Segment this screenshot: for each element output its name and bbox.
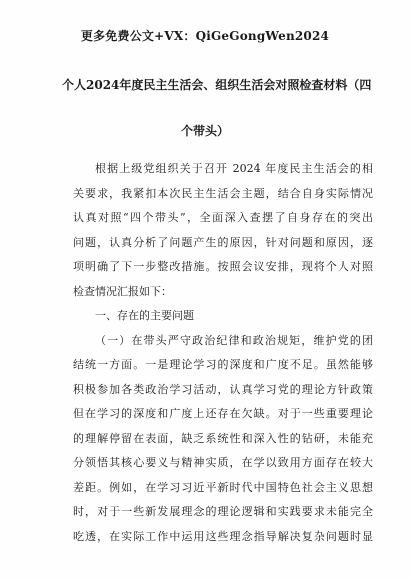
text-line: 时，对于一些新发展理念的理论逻辑和实践要求未能完全 [73, 505, 373, 518]
text-line: 结统一方面。一是理论学习的深度和广度不足。虽然能够 [73, 358, 373, 371]
text-line: 认真对照“四个带头”，全面深入查摆了自身存在的突出 [73, 211, 373, 224]
text-line: 的理解停留在表面，缺乏系统性和深入性的钻研，未能充 [73, 431, 373, 445]
text-line: 分领悟其核心要义与精神实质，在学以致用方面存在较大 [73, 456, 373, 469]
text-line: 积极参加各类政治学习活动，认真学习党的理论方针政策 [73, 382, 373, 396]
watermark-header: 更多免费公文+VX：QiGeGongWen2024 [80, 29, 330, 43]
text-line: 吃透，在实际工作中运用这些理念指导解决复杂问题时显 [73, 529, 373, 543]
text-line: 但在学习的深度和广度上还存在欠缺。对于一些重要理论 [73, 407, 373, 420]
document-title-line-2: 个带头） [180, 124, 229, 138]
text-line: 项明确了下一步整改措施。按照会议安排，现将个人对照 [73, 260, 373, 273]
intro-paragraph [73, 157, 373, 549]
text-line: 差距。例如，在学习习近平新时代中国特色社会主义思想 [73, 480, 373, 494]
text-line: 检查情况汇报如下： [73, 284, 172, 298]
document-title-line-1: 个人2024年度民主生活会、组织生活会对照检查材料（四 [62, 78, 372, 92]
text-line: 问题，认真分析了问题产生的原因，针对问题和原因，逐 [73, 235, 373, 249]
section-heading: 一、存在的主要问题 [95, 309, 194, 322]
text-line: 根据上级党组织关于召开 2024 年度民主生活会的相 [95, 162, 373, 175]
text-line: 关要求，我紧扣本次民主生活会主题，结合自身实际情况 [73, 186, 373, 200]
text-line: （一）在带头严守政治纪律和政治规矩，维护党的团 [95, 333, 373, 347]
